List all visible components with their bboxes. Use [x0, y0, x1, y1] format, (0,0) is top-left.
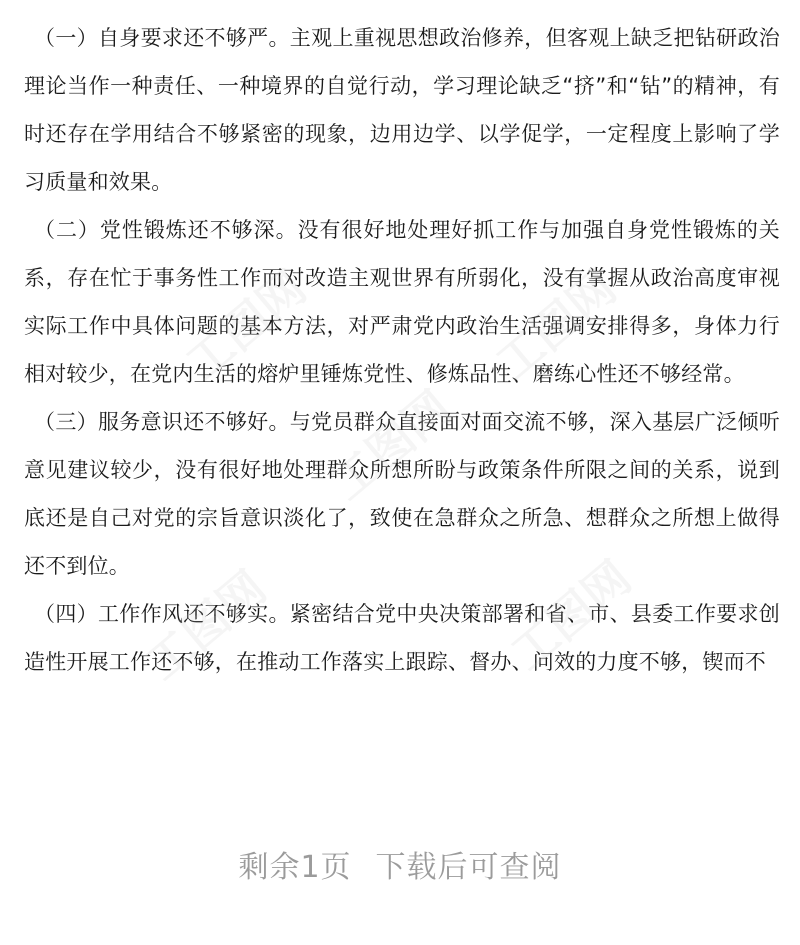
watermark-4: 工图网 [135, 560, 277, 691]
paragraph-4: （四）工作作风还不够实。紧密结合党中央决策部署和省、市、县委工作要求创造性开展工作还不够，在推动工作落实上跟踪、督办、问效的力度不够，锲而不 [24, 602, 780, 674]
remaining-pages-label: 剩余1页 [238, 850, 352, 885]
watermark-5: 工图网 [500, 550, 642, 681]
document-body [24, 14, 780, 686]
download-prompt[interactable] [0, 842, 800, 886]
watermark-2: 工图网 [485, 260, 627, 391]
download-to-view-label[interactable]: 下载后可查阅 [375, 850, 562, 885]
paragraph-1: （一）自身要求还不够严。主观上重视思想政治修养，但客观上缺乏把钻研政治理论当作一种责任、一种境界的自觉行动，学习理论缺乏“挤”和“钻”的精神，有时还存在学用结合不够紧密的现象，边用边学、以学促学，一定程度上影响了学习质量和效果。 [24, 26, 780, 194]
paragraph-2: （二）党性锻炼还不够深。没有很好地处理好抓工作与加强自身党性锻炼的关系，存在忙于事务性工作而对改造主观世界有所弱化，没有掌握从政治高度审视实际工作中具体问题的基本方法，对严肃党内政治生活强调安排得多，身体力行相对较少，在党内生活的熔炉里锤炼党性、修炼品性、磨练心性还不够经常。 [24, 218, 780, 386]
watermark-1: 工图网 [175, 260, 317, 391]
watermark-3: 工图网 [320, 380, 462, 511]
paragraph-3: （三）服务意识还不够好。与党员群众直接面对面交流不够，深入基层广泛倾听意见建议较少，没有很好地处理群众所想所盼与政策条件所限之间的关系，说到底还是自己对党的宗旨意识淡化了，致使在急群众之所急、想群众之所想上做得还不到位。 [24, 410, 780, 578]
